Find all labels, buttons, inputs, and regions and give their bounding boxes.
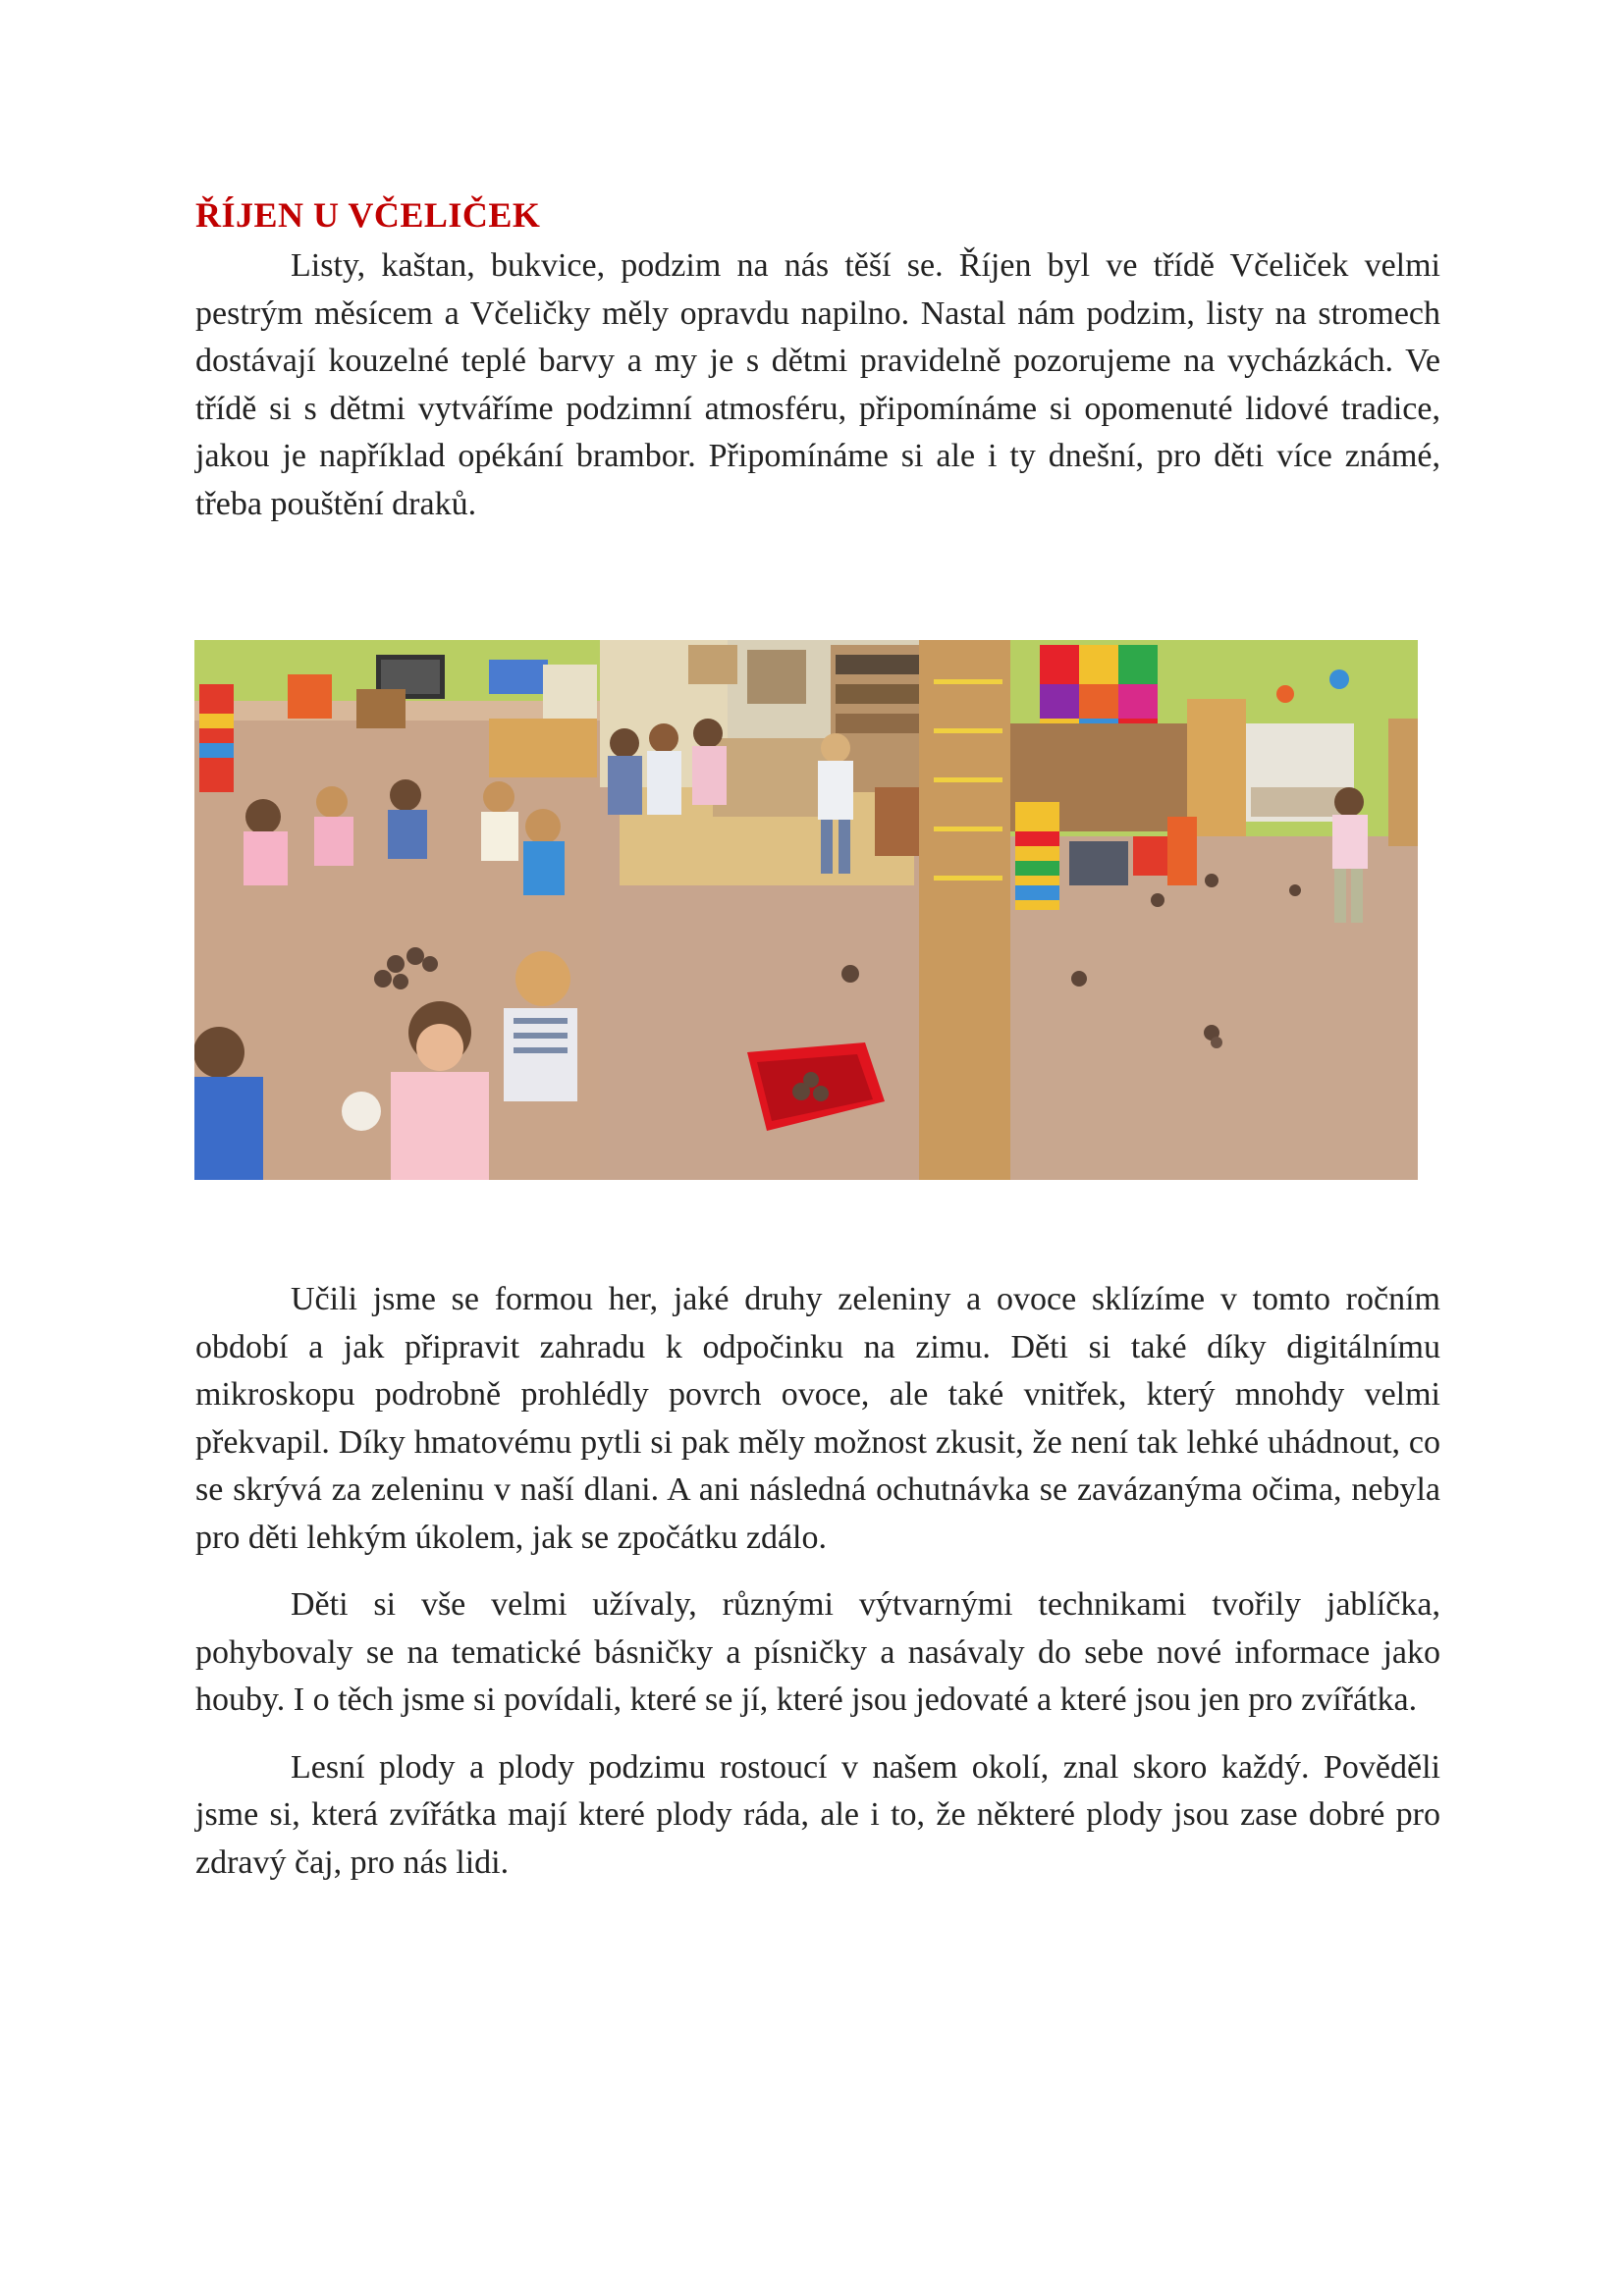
photo-strip [194, 640, 1418, 1180]
body-paragraph-3: Lesní plody a plody podzimu rostoucí v našem okolí, znal skoro každý. Pověděli jsme si, která zvířátka mají které plody ráda, ale i to, že některé plody jsou zase dobré pro zdravý čaj, pro nás lidi. [195, 1748, 1440, 1881]
photo-children-sitting [194, 640, 600, 1180]
photo-red-basket [600, 640, 1010, 1180]
intro-paragraph: Listy, kaštan, bukvice, podzim na nás těší se. Říjen byl ve třídě Včeliček velmi pestrým měsícem a Včeličky měly opravdu napilno. Nastal nám podzim, listy na stromech dostávají kouzelné teplé barvy a my je s dětmi pravidelně pozorujeme na vycházkách. Ve třídě si s dětmi vytváříme podzimní atmosféru, připomínáme si opomenuté lidové tradice, jakou je například opékání brambor. Připomínáme si ale i ty dnešní, pro děti více známé, třeba pouštění draků. [195, 247, 1440, 522]
page-title: ŘÍJEN U VČELIČEK [195, 195, 541, 235]
photo-classroom [1010, 640, 1418, 1180]
intro-section [195, 191, 1440, 528]
body-paragraph-1: Učili jsme se formou her, jaké druhy zeleniny a ovoce sklízíme v tomto ročním období a jak připravit zahradu k odpočinku na zimu. Děti si také díky digitálnímu mikroskopu podrobně prohlédly povrch ovoce, ale také vnitřek, který mnohdy velmi překvapil. Díky hmatovému pytli si pak měly možnost zkusit, že není tak lehké uhádnout, co se skrývá za zeleninu v naší dlani. A ani následná ochutnávka se zavázanýma očima, nebyla pro děti lehkým úkolem, jak se zpočátku zdálo. [195, 1281, 1440, 1556]
body-section [195, 1276, 1440, 1887]
body-paragraph-2: Děti si vše velmi užívaly, různými výtvarnými technikami tvořily jablíčka, pohybovaly se na tematické básničky a písničky a nasávaly do sebe nové informace jako houby. I o těch jsme si povídali, které se jí, které jsou jedovaté a které jsou jen pro zvířátka. [195, 1586, 1440, 1718]
